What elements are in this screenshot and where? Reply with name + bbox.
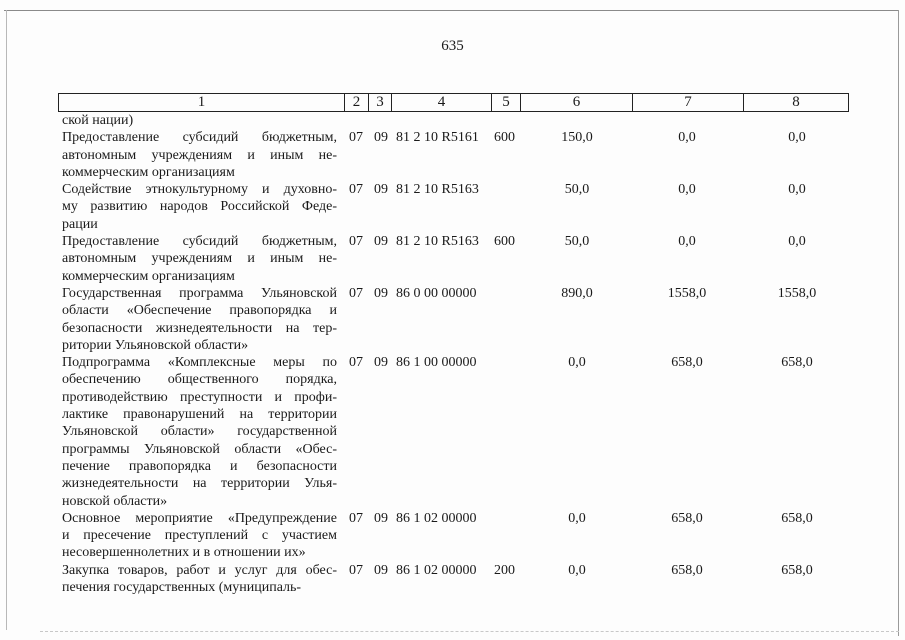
page-number: 635 [441,38,464,54]
amount-year-3: 0,0 [788,130,806,146]
amount-year-3: 0,0 [788,234,806,250]
section-code: 07 [349,510,363,526]
row-name-line: печение правопорядка и безопасности [62,458,337,474]
row-name [62,562,337,597]
column-header: 6 [521,94,633,112]
row-name-line: несовершеннолетних и в отношении их» [62,545,306,561]
amount-year-2: 658,0 [671,562,703,578]
column-header: 5 [492,94,521,112]
target-item-code: 81 2 10 R5163 [396,182,479,198]
amount-year-1: 890,0 [561,286,593,301]
row-name [62,181,337,233]
row-name-line: жизнедеятельности на территории Улья- [62,476,337,492]
subsection-code: 09 [374,182,388,198]
column-header-row [59,94,849,112]
table-row [62,562,852,597]
row-name-line: ской нации) [62,113,134,128]
column-header: 1 [59,94,345,112]
subsection-code: 09 [374,286,388,301]
amount-year-2: 658,0 [671,510,703,526]
row-name-line: Государственная программа Ульяновской [62,286,337,301]
row-name-line: Основное мероприятие «Предупреждение [62,510,337,526]
subsection-code: 09 [374,130,388,146]
target-item-code: 86 1 02 00000 [396,562,477,578]
table-row [62,181,852,233]
amount-year-2: 0,0 [678,234,696,250]
section-code: 07 [349,234,363,250]
section-code: 07 [349,130,363,146]
expense-type-code: 600 [494,234,515,250]
row-name-line: ритории Ульяновской области» [62,337,249,353]
row-name-line: коммерческим организациям [62,268,235,284]
table-row [62,285,852,354]
column-header: 4 [392,94,492,112]
amount-year-3: 658,0 [781,510,813,526]
amount-year-3: 658,0 [781,562,813,578]
table-row [62,354,852,510]
row-name-line: лактике правонарушений на территории [62,407,337,423]
target-item-code: 86 0 00 00000 [396,286,477,301]
section-code: 07 [349,562,363,578]
amount-year-2: 0,0 [678,130,696,146]
row-name-line: области «Обеспечение правопорядка и [62,303,337,319]
amount-year-1: 0,0 [568,355,586,371]
amount-year-2: 1558,0 [667,286,707,301]
target-item-code: 81 2 10 R5163 [396,234,479,250]
row-name [62,354,337,510]
row-name-line: рации [62,216,98,232]
target-item-code: 81 2 10 R5161 [396,130,479,146]
row-name-line: печения государственных (муниципаль- [62,580,302,596]
row-name-line: Предоставление субсидий бюджетным, [62,234,337,250]
row-name [62,510,337,562]
column-header-table [58,93,849,112]
expense-type-code: 600 [494,130,515,146]
amount-year-1: 0,0 [568,562,586,578]
table-row [62,510,852,562]
section-code: 07 [349,286,363,301]
subsection-code: 09 [374,355,388,371]
row-name-line: Ульяновской области» государственной [62,424,337,440]
row-name [62,129,337,181]
row-name-line: Закупка товаров, работ и услуг для обес- [62,562,337,578]
subsection-code: 09 [374,562,388,578]
table-row [62,129,852,181]
page-border-right [898,10,899,636]
page-border-bottom [40,631,899,632]
amount-year-1: 150,0 [561,130,593,146]
amount-year-2: 0,0 [678,182,696,198]
row-name [62,112,337,129]
amount-year-1: 50,0 [564,182,590,198]
row-name-line: коммерческим организациям [62,164,235,180]
row-name-line: программы Ульяновской области «Обес- [62,441,337,457]
row-name-line: Подпрограмма «Комплексные меры по [62,355,337,371]
amount-year-1: 0,0 [568,510,586,526]
section-code: 07 [349,355,363,371]
table-row [62,233,852,285]
column-header: 2 [345,94,369,112]
column-header: 3 [369,94,392,112]
section-code: 07 [349,182,363,198]
row-name-line: противодействию преступности и профи- [62,389,337,405]
subsection-code: 09 [374,510,388,526]
row-name [62,285,337,354]
subsection-code: 09 [374,234,388,250]
column-header: 8 [744,94,849,112]
column-header: 7 [633,94,744,112]
expense-type-code: 200 [494,562,515,578]
row-name [62,233,337,285]
target-item-code: 86 1 02 00000 [396,510,477,526]
page-border-top [4,10,899,11]
amount-year-3: 658,0 [781,355,813,371]
table-row [62,112,852,129]
row-name-line: Предоставление субсидий бюджетным, [62,130,337,146]
amount-year-3: 1558,0 [777,286,817,301]
row-name-line: му развитию народов Российской Феде- [62,199,337,215]
amount-year-1: 50,0 [564,234,590,250]
row-name-line: Содействие этнокультурному и духовно- [62,182,337,198]
page-border-left [6,10,7,630]
row-name-line: автономным учреждениям и иным не- [62,251,337,267]
row-name-line: и пресечение преступлений с участием [62,528,337,544]
budget-table-body [62,112,852,602]
row-name-line: автономным учреждениям и иным не- [62,147,337,163]
row-name-line: безопасности жизнедеятельности на тер- [62,320,337,336]
row-name-line: новской области» [62,493,168,509]
target-item-code: 86 1 00 00000 [396,355,477,371]
amount-year-2: 658,0 [671,355,703,371]
row-name-line: обеспечению общественного порядка, [62,372,337,388]
amount-year-3: 0,0 [788,182,806,198]
